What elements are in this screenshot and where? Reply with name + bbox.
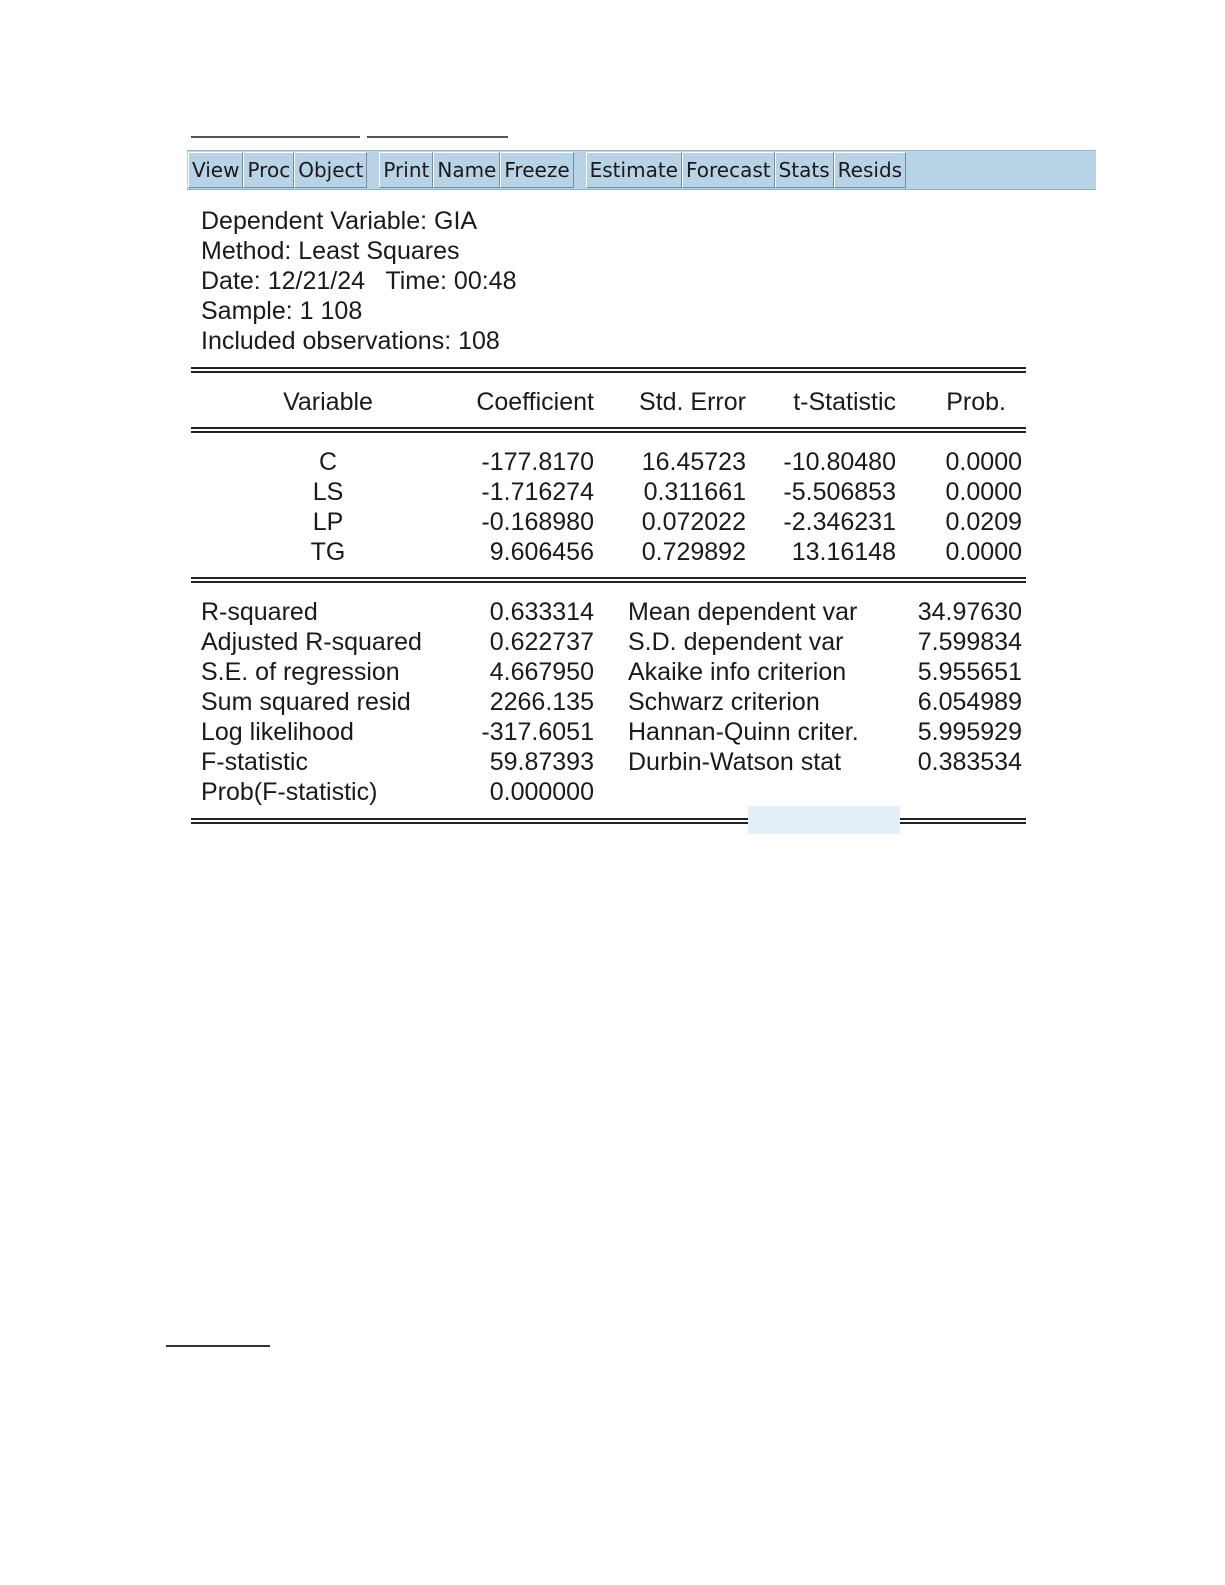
std-error-value: 0.072022 xyxy=(641,508,746,536)
std-error-value: 0.729892 xyxy=(641,538,746,566)
stat-label: Hannan-Quinn criter. xyxy=(628,718,859,746)
object-button[interactable]: Object xyxy=(294,152,367,188)
stat-label: Durbin-Watson stat xyxy=(628,748,842,776)
stat-value: -317.6051 xyxy=(481,718,594,746)
view-button[interactable]: View xyxy=(188,152,243,188)
variable-name: LS xyxy=(312,478,344,506)
std-error-value: 16.45723 xyxy=(641,448,746,476)
stat-label: Sum squared resid xyxy=(201,688,411,716)
included-observations: Included observations: 108 xyxy=(201,327,500,355)
prob-value: 0.0000 xyxy=(945,538,1022,566)
coefficient-value: -1.716274 xyxy=(481,478,594,506)
stat-value: 7.599834 xyxy=(917,628,1022,656)
stat-label: Akaike info criterion xyxy=(628,658,847,686)
prob-value: 0.0000 xyxy=(945,478,1022,506)
top-line-right xyxy=(367,136,508,138)
stats-button[interactable]: Stats xyxy=(775,152,834,188)
sample: Sample: 1 108 xyxy=(201,297,363,325)
col-header-coefficient: Coefficient xyxy=(476,388,594,416)
std-error-value: 0.311661 xyxy=(643,478,746,506)
table-rule xyxy=(191,577,1026,583)
stat-value: 59.87393 xyxy=(489,748,594,776)
stat-label: Adjusted R-squared xyxy=(201,628,422,656)
coefficient-value: 9.606456 xyxy=(489,538,594,566)
t-statistic-value: -10.80480 xyxy=(783,448,896,476)
stat-label: S.D. dependent var xyxy=(628,628,844,656)
estimate-button[interactable]: Estimate xyxy=(586,152,682,188)
col-header-std-error: Std. Error xyxy=(639,388,746,416)
date-time: Date: 12/21/24 Time: 00:48 xyxy=(201,267,517,295)
top-line-left xyxy=(191,136,360,138)
coefficient-value: -0.168980 xyxy=(481,508,594,536)
prob-value: 0.0209 xyxy=(945,508,1022,536)
freeze-button[interactable]: Freeze xyxy=(500,152,573,188)
col-header-t-statistic: t-Statistic xyxy=(793,388,896,416)
stat-value: 34.97630 xyxy=(917,598,1022,626)
forecast-button[interactable]: Forecast xyxy=(682,152,775,188)
estimation-header xyxy=(201,206,516,356)
prob-value: 0.0000 xyxy=(945,448,1022,476)
name-button[interactable]: Name xyxy=(433,152,500,188)
stat-value: 5.995929 xyxy=(917,718,1022,746)
proc-button[interactable]: Proc xyxy=(243,152,294,188)
stat-value: 5.955651 xyxy=(917,658,1022,686)
stat-value: 0.000000 xyxy=(489,778,594,806)
t-statistic-value: -2.346231 xyxy=(783,508,896,536)
coefficient-value: -177.8170 xyxy=(481,448,594,476)
stat-value: 0.633314 xyxy=(489,598,594,626)
table-rule xyxy=(191,367,1026,373)
table-rule xyxy=(191,427,1026,433)
table-rule xyxy=(191,818,1026,824)
resids-button[interactable]: Resids xyxy=(834,152,906,188)
variable-name: LP xyxy=(312,508,344,536)
footnote-separator xyxy=(166,1345,270,1347)
t-statistic-value: 13.16148 xyxy=(791,538,896,566)
stat-value: 2266.135 xyxy=(489,688,594,716)
col-header-prob: Prob. xyxy=(946,388,1006,416)
col-header-variable: Variable xyxy=(283,388,373,416)
variable-name: C xyxy=(318,448,338,476)
stat-label: Schwarz criterion xyxy=(628,688,820,716)
stat-label: R-squared xyxy=(201,598,318,626)
method: Method: Least Squares xyxy=(201,237,460,265)
variable-name: TG xyxy=(310,538,346,566)
dependent-variable: Dependent Variable: GIA xyxy=(201,207,478,235)
stat-label: Log likelihood xyxy=(201,718,354,746)
selection-highlight xyxy=(748,806,900,834)
stat-value: 0.383534 xyxy=(917,748,1022,776)
stat-label: Mean dependent var xyxy=(628,598,858,626)
stat-value: 0.622737 xyxy=(489,628,594,656)
t-statistic-value: -5.506853 xyxy=(783,478,896,506)
stat-value: 6.054989 xyxy=(917,688,1022,716)
stat-label: S.E. of regression xyxy=(201,658,400,686)
eviews-toolbar xyxy=(187,150,1096,190)
stat-label: Prob(F-statistic) xyxy=(201,778,378,806)
stat-label: F-statistic xyxy=(201,748,308,776)
stat-value: 4.667950 xyxy=(489,658,594,686)
print-button[interactable]: Print xyxy=(379,152,433,188)
